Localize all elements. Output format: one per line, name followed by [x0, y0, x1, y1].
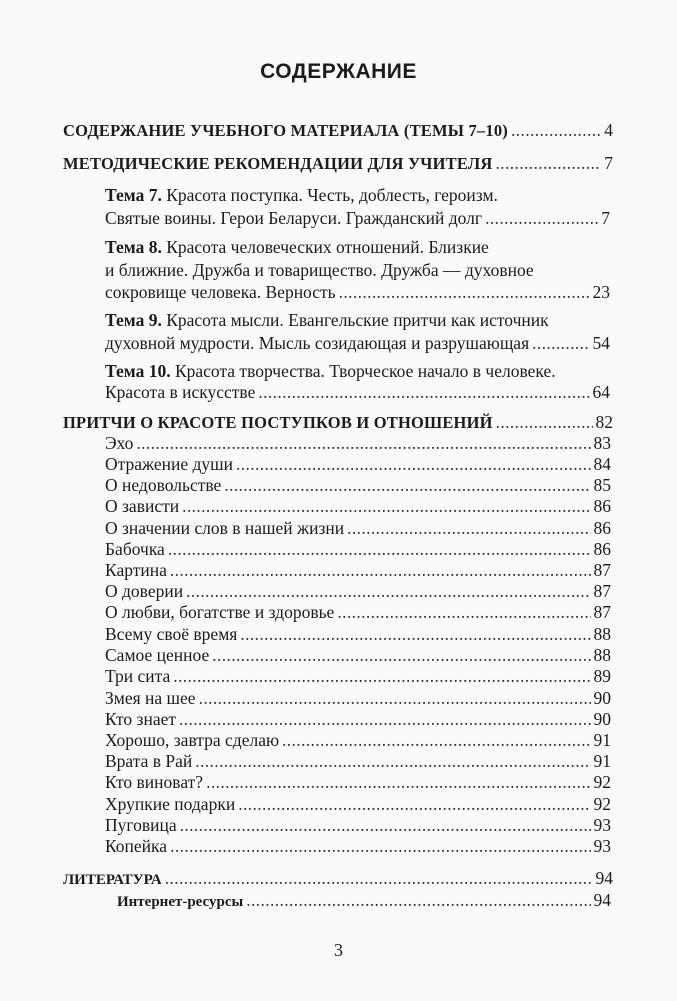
toc-section-title: СОДЕРЖАНИЕ УЧЕБНОГО МАТЕРИАЛА (ТЕМЫ 7–10) [63, 121, 508, 140]
leader-dots [511, 119, 601, 141]
toc-page-number: 85 [593, 475, 611, 495]
toc-page-number: 91 [593, 730, 611, 750]
toc-section[interactable] [63, 411, 613, 434]
toc-page-number: 86 [593, 496, 611, 516]
parable-title: О зависти [105, 496, 180, 516]
toc-page-number: 93 [593, 815, 611, 835]
toc-page-number: 84 [593, 454, 611, 474]
toc-parable[interactable] [105, 517, 611, 539]
leader-dots [337, 601, 590, 623]
parable-title: Пуговица [105, 815, 177, 835]
toc-topic-line[interactable] [105, 360, 610, 382]
parable-title: О доверии [105, 581, 184, 601]
parable-title: О любви, богатстве и здоровье [105, 602, 335, 622]
toc-page-number: 92 [593, 772, 611, 792]
toc-topic-line[interactable] [105, 259, 610, 281]
toc-page-number: 90 [593, 709, 611, 729]
parable-title: Копейка [105, 836, 168, 856]
parable-title: Картина [105, 560, 167, 580]
topic-label: Тема 9. [105, 310, 162, 330]
toc-parable[interactable] [105, 665, 611, 687]
toc-parable[interactable] [105, 729, 611, 751]
toc-literature[interactable] [63, 867, 613, 891]
toc-parable[interactable] [105, 814, 611, 836]
toc-page-number: 92 [593, 794, 611, 814]
topic-text: духовной мудрости. Мысль созидающая и разрушающая [105, 333, 530, 353]
parable-title: Кто знает [105, 709, 177, 729]
toc-parable[interactable] [105, 750, 611, 772]
topic-text: Красота творчества. Творческое начало в человеке. [174, 361, 556, 381]
toc-topic[interactable] [105, 381, 610, 403]
leader-dots [495, 152, 601, 174]
toc-parable[interactable] [105, 835, 611, 857]
literature-title: ЛИТЕРАТУРА [63, 872, 162, 888]
toc-topic-line[interactable] [105, 184, 610, 206]
toc-page-number: 82 [595, 412, 613, 432]
toc-parable[interactable] [105, 771, 611, 793]
topic-label: Тема 8. [105, 237, 162, 257]
toc-page-number: 91 [593, 751, 611, 771]
toc-internet-resources[interactable] [117, 889, 611, 913]
leader-dots [182, 495, 590, 517]
toc-page-number: 64 [592, 382, 610, 402]
toc-page-number: 93 [593, 836, 611, 856]
leader-dots [532, 332, 589, 354]
parable-title: Хрупкие подарки [105, 794, 236, 814]
leader-dots [246, 889, 590, 911]
leader-dots [282, 729, 590, 751]
parable-title: Всему своё время [105, 624, 238, 644]
toc-topic[interactable] [105, 207, 610, 229]
leader-dots [206, 771, 590, 793]
leader-dots [195, 750, 590, 772]
internet-resources-title: Интернет-ресурсы [117, 894, 244, 910]
leader-dots [180, 814, 591, 836]
toc-page-number: 94 [593, 890, 611, 910]
toc-parable[interactable] [105, 708, 611, 730]
toc-page-number: 86 [593, 518, 611, 538]
leader-dots [240, 623, 590, 645]
topic-label: Тема 10. [105, 361, 171, 381]
toc-parable[interactable] [105, 432, 611, 454]
toc-topic[interactable] [105, 281, 610, 303]
leader-dots [170, 559, 591, 581]
parable-title: Змея на шее [105, 688, 196, 708]
toc-page-number: 87 [593, 581, 611, 601]
toc-parable[interactable] [105, 793, 611, 815]
toc-page-number: 7 [601, 208, 610, 228]
leader-dots [168, 538, 591, 560]
page-number: 3 [334, 940, 343, 960]
toc-page-number: 88 [593, 624, 611, 644]
leader-dots [236, 453, 590, 475]
toc-page-number: 89 [593, 666, 611, 686]
toc-parable[interactable] [105, 495, 611, 517]
toc-page-number: 23 [592, 282, 610, 302]
toc-page-number: 4 [604, 120, 613, 140]
toc-topic[interactable] [105, 332, 610, 354]
parable-title: О значении слов в нашей жизни [105, 518, 345, 538]
leader-dots [496, 411, 593, 433]
leader-dots [170, 835, 590, 857]
toc-topic-line[interactable] [105, 236, 610, 258]
toc-page-number: 86 [593, 539, 611, 559]
toc-page-number: 94 [595, 868, 613, 888]
toc-parable[interactable] [105, 538, 611, 560]
toc-page-number: 87 [593, 602, 611, 622]
parable-title: Кто виноват? [105, 772, 204, 792]
leader-dots [347, 517, 590, 539]
toc-section[interactable] [63, 152, 613, 175]
parable-title: О недовольстве [105, 475, 222, 495]
toc-parable[interactable] [105, 623, 611, 645]
leader-dots [238, 793, 590, 815]
parable-title: Отражение души [105, 454, 234, 474]
toc-page-number: 88 [593, 645, 611, 665]
parable-title: Самое ценное [105, 645, 210, 665]
topic-text: Святые воины. Герои Беларуси. Гражданский долг [105, 208, 483, 228]
leader-dots [136, 432, 590, 454]
page-title: СОДЕРЖАНИЕ [260, 60, 417, 83]
toc-parable[interactable] [105, 474, 611, 496]
leader-dots [224, 474, 590, 496]
topic-text: Красота в искусстве [105, 382, 256, 402]
parable-title: Врата в Рай [105, 751, 193, 771]
toc-parable[interactable] [105, 580, 611, 602]
parable-title: Три сита [105, 666, 171, 686]
toc-page-number: 7 [604, 153, 613, 173]
toc-section-title: ПРИТЧИ О КРАСОТЕ ПОСТУПКОВ И ОТНОШЕНИЙ [63, 413, 493, 432]
leader-dots [258, 381, 589, 403]
leader-dots [179, 708, 590, 730]
toc-parable[interactable] [105, 644, 611, 666]
topic-label: Тема 7. [105, 185, 162, 205]
topic-text: и ближние. Дружба и товарищество. Дружба — духовное [105, 260, 534, 280]
toc-section[interactable] [63, 119, 613, 142]
toc-topic-line[interactable] [105, 309, 610, 331]
toc-page-number: 83 [593, 433, 611, 453]
topic-text: Красота поступка. Честь, доблесть, героизм. [166, 185, 498, 205]
leader-dots [199, 687, 591, 709]
toc-section-title: МЕТОДИЧЕСКИЕ РЕКОМЕНДАЦИИ ДЛЯ УЧИТЕЛЯ [63, 154, 493, 173]
toc-page-number: 90 [593, 688, 611, 708]
leader-dots [339, 281, 590, 303]
parable-title: Хорошо, завтра сделаю [105, 730, 280, 750]
topic-text: сокровище человека. Верность [105, 282, 336, 302]
leader-dots [212, 644, 590, 666]
parable-title: Эхо [105, 433, 134, 453]
toc-parable[interactable] [105, 687, 611, 709]
toc-parable[interactable] [105, 559, 611, 581]
leader-dots [186, 580, 590, 602]
leader-dots [165, 867, 593, 889]
toc-page-number: 87 [593, 560, 611, 580]
leader-dots [485, 207, 598, 229]
topic-text: Красота человеческих отношений. Близкие [166, 237, 489, 257]
topic-text: Красота мысли. Евангельские притчи как источник [166, 310, 549, 330]
toc-parable[interactable] [105, 601, 611, 623]
parable-title: Бабочка [105, 539, 165, 559]
leader-dots [173, 665, 590, 687]
toc-parable[interactable] [105, 453, 611, 475]
toc-page-number: 54 [592, 333, 610, 353]
